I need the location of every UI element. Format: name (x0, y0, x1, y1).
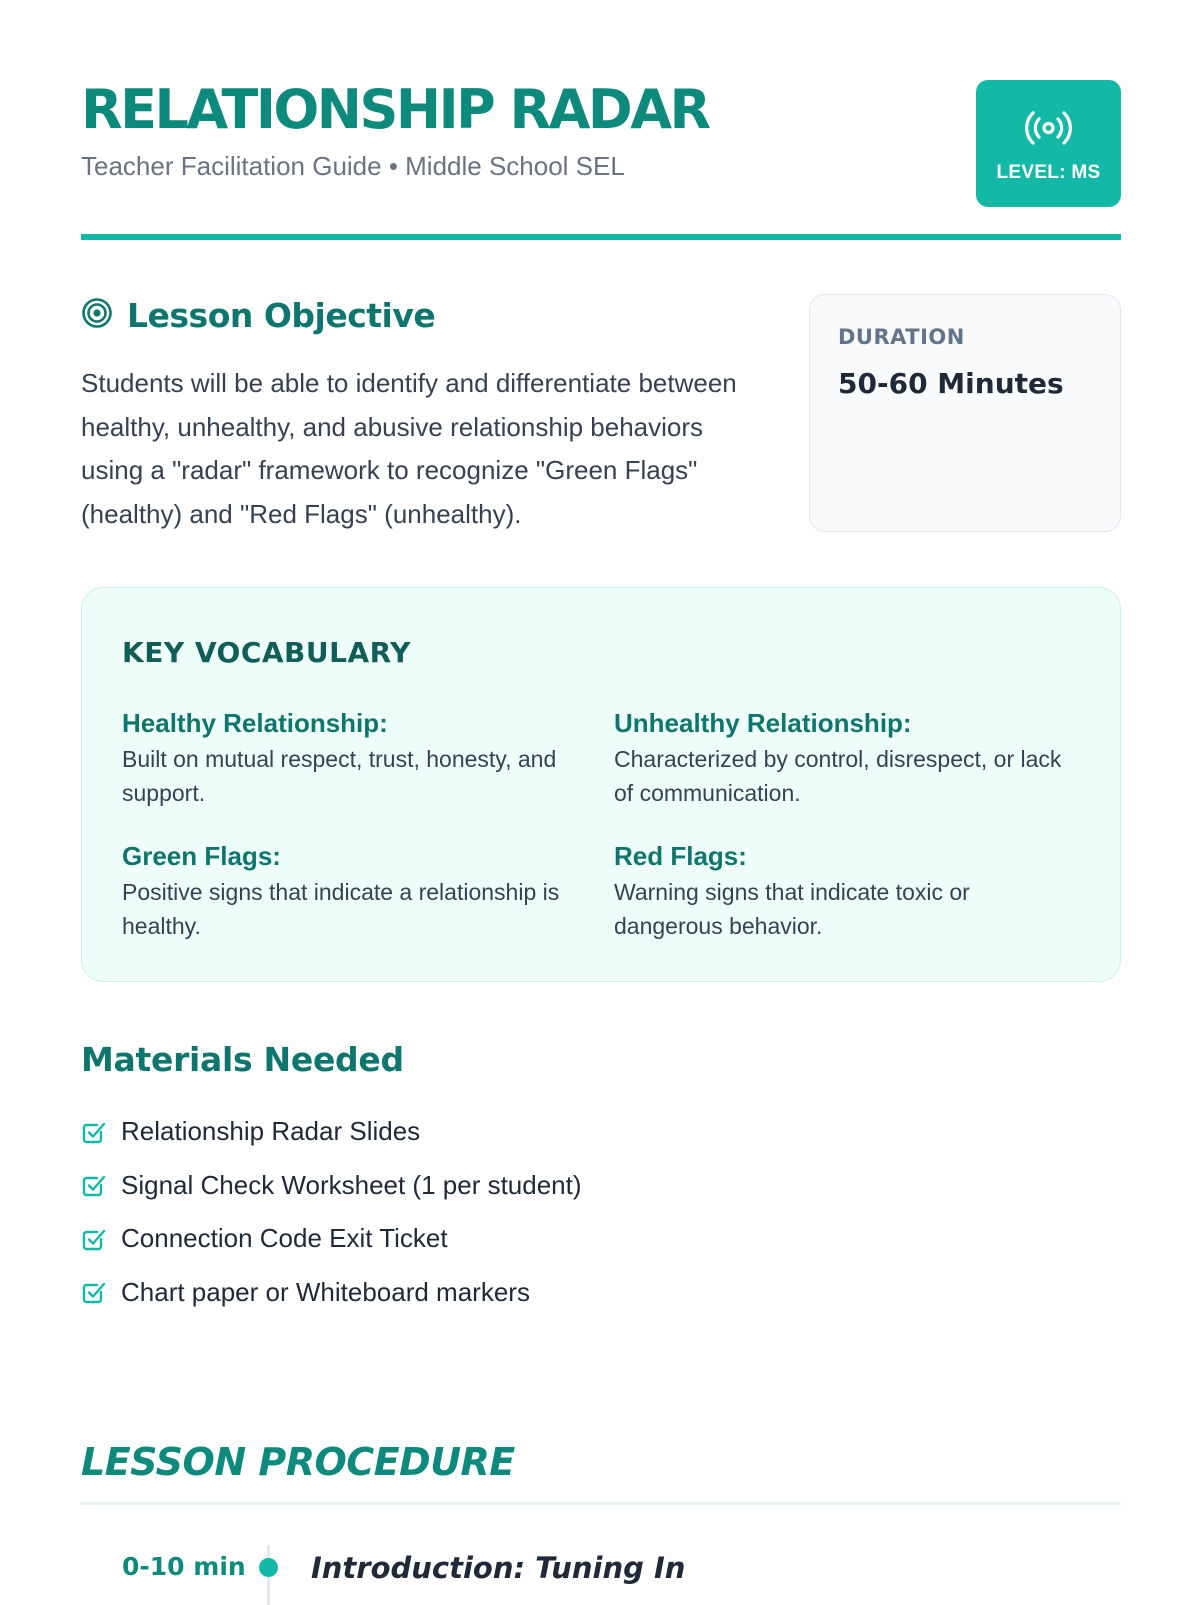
list-item (81, 1212, 582, 1266)
material-label: Connection Code Exit Ticket (121, 1223, 448, 1254)
duration-card (809, 294, 1121, 532)
radio-signal-icon (976, 108, 1121, 148)
procedure-heading: LESSON PROCEDURE (81, 1440, 515, 1484)
list-item (81, 1105, 582, 1159)
vocab-item-green-flags (122, 840, 582, 943)
checkbox-checked-icon (81, 1172, 107, 1198)
checkbox-checked-icon (81, 1279, 107, 1305)
list-item (81, 1159, 582, 1213)
header-divider (81, 234, 1121, 240)
page-subtitle: Teacher Facilitation Guide • Middle School SEL (81, 151, 625, 181)
checkbox-checked-icon (81, 1119, 107, 1145)
vocab-definition: Built on mutual respect, trust, honesty, and support. (122, 746, 557, 806)
step-title: Introduction: Tuning In (311, 1551, 686, 1585)
checkbox-checked-icon (81, 1226, 107, 1252)
materials-list (81, 1105, 582, 1319)
lesson-guide-page (81, 0, 1121, 1600)
vocab-item-unhealthy (614, 707, 1074, 810)
duration-label: DURATION (838, 325, 965, 349)
vocab-term: Healthy Relationship: (122, 708, 388, 738)
vocab-term: Unhealthy Relationship: (614, 708, 912, 738)
vocab-definition: Warning signs that indicate toxic or dangerous behavior. (614, 879, 970, 939)
vocab-item-red-flags (614, 840, 1074, 943)
page-title: RELATIONSHIP RADAR (81, 78, 709, 141)
step-time: 0-10 min (122, 1552, 246, 1581)
duration-value: 50-60 Minutes (838, 367, 1064, 400)
vocabulary-title: KEY VOCABULARY (122, 636, 411, 669)
material-label: Chart paper or Whiteboard markers (121, 1276, 530, 1307)
materials-heading: Materials Needed (81, 1040, 404, 1079)
target-icon (81, 297, 113, 334)
vocab-definition: Characterized by control, disrespect, or lack of communication. (614, 746, 1062, 806)
vocab-term: Red Flags: (614, 841, 747, 871)
level-badge (976, 80, 1121, 207)
material-label: Signal Check Worksheet (1 per student) (121, 1169, 582, 1200)
objective-text: Students will be able to identify and differentiate between healthy, unhealthy, and abusive relationship behaviors using a "radar" framework to recognize "Green Flags" (healthy) and "Red Flags" (unhealthy). (81, 368, 737, 529)
vocab-term: Green Flags: (122, 841, 281, 871)
level-label: LEVEL: MS (996, 162, 1101, 183)
list-item (81, 1266, 582, 1320)
vocab-item-healthy (122, 707, 582, 810)
procedure-divider (81, 1502, 1121, 1505)
objective-title: Lesson Objective (127, 296, 436, 335)
vocabulary-card (81, 587, 1121, 982)
timeline-dot (259, 1558, 278, 1577)
vocab-definition: Positive signs that indicate a relationship is healthy. (122, 879, 560, 939)
objective-heading (81, 296, 435, 335)
material-label: Relationship Radar Slides (121, 1116, 421, 1147)
